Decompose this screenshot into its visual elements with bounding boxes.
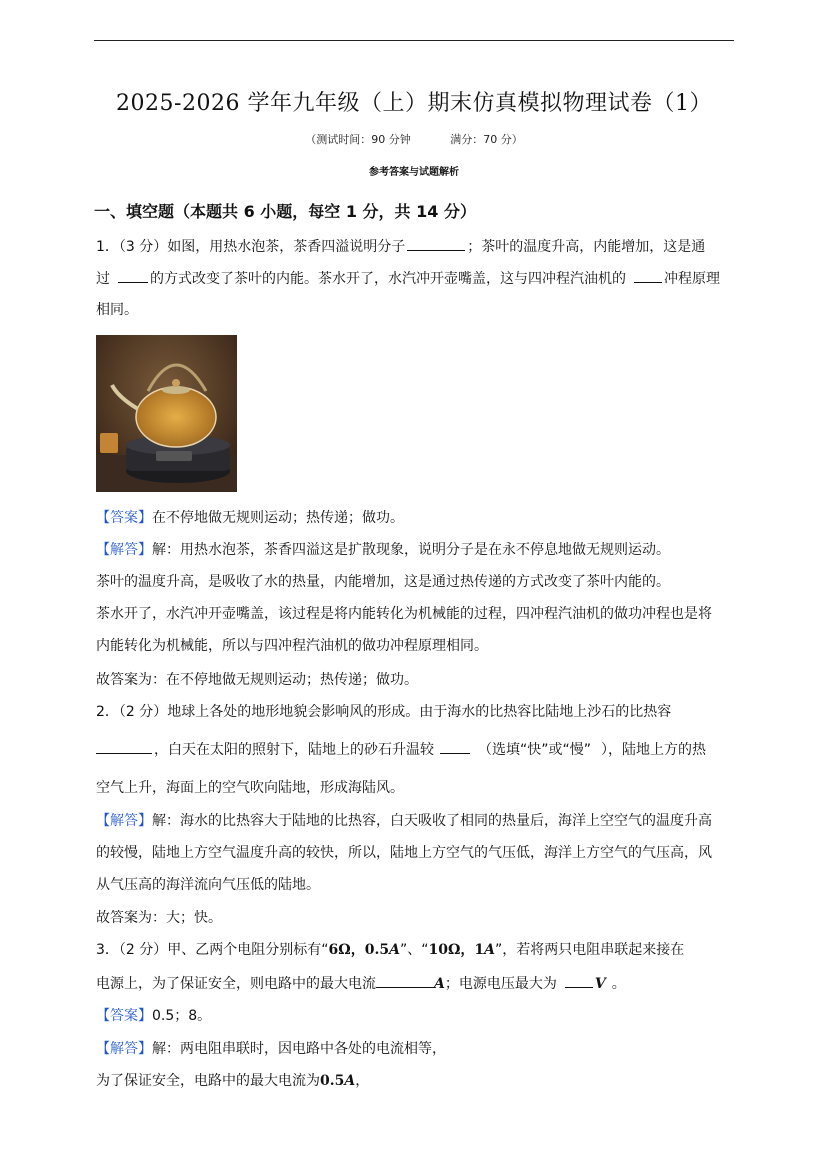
q1-analysis-1: 【解答】解：用热水泡茶，茶香四溢这是扩散现象，说明分子是在永不停息地做无规则运动。	[96, 542, 670, 558]
q2-line2: ，白天在太阳的照射下，陆地上的砂石升温较 （选填“快”或“慢” ），陆地上方的热	[96, 739, 732, 760]
q3-analysis-1: 【解答】解：两电阻串联时，因电路中各处的电流相等，	[96, 1041, 446, 1057]
q3-answer: 【答案】0.5；8。	[96, 1008, 212, 1024]
q2-analysis-1: 【解答】解：海水的比热容大于陆地的比热容，白天吸收了相同的热量后，海洋上空空气的温度升高	[96, 813, 712, 829]
teapot-photo	[96, 335, 237, 492]
q2-final: 故答案为：大；快。	[96, 910, 222, 926]
q2-line1: 2．（2 分）地球上各处的地形地貌会影响风的形成。由于海水的比热容比陆地上沙石的比热容	[96, 704, 672, 720]
answer-blank	[118, 268, 148, 283]
q1-line2: 过 的方式改变了茶叶的内能。茶水开了，水汽冲开壶嘴盖，这与四冲程汽油机的 冲程原理	[96, 268, 732, 289]
q1-answer: 【答案】在不停地做无规则运动；热传递；做功。	[96, 510, 404, 526]
q3-line1: 3．（2 分）甲、乙两个电阻分别标有“6Ω，0.5A”、“10Ω，1A”，若将两只电阻串联起来接在	[96, 942, 685, 958]
q3-analysis-2: 为了保证安全，电路中的最大电流为0.5A，	[96, 1073, 370, 1089]
q1-analysis-4: 内能转化为机械能，所以与四冲程汽油机的做功冲程原理相同。	[96, 638, 488, 654]
q2-analysis-3: 从气压高的海洋流向气压低的陆地。	[96, 877, 320, 893]
exam-subtitle: 参考答案与试题解析	[369, 167, 459, 178]
answer-blank	[376, 973, 434, 988]
header-rule	[94, 40, 734, 41]
exam-score: 满分：70 分）	[450, 133, 523, 146]
exam-title: 2025-2026 学年九年级（上）期末仿真模拟物理试卷（1）	[116, 91, 712, 116]
q1-line1: 1．（3 分）如图，用热水泡茶，茶香四溢说明分子 ；茶叶的温度升高，内能增加，这是通	[96, 236, 732, 257]
q3-line2: 电源上，为了保证安全，则电路中的最大电流 A；电源电压最大为 V 。	[96, 973, 732, 994]
q1-analysis-2: 茶叶的温度升高，是吸收了水的热量，内能增加，这是通过热传递的方式改变了茶叶内能的。	[96, 574, 670, 590]
section-heading: 一、填空题（本题共 6 小题，每空 1 分，共 14 分）	[94, 202, 476, 221]
q1-analysis-3: 茶水开了，水汽冲开壶嘴盖，该过程是将内能转化为机械能的过程，四冲程汽油机的做功冲程也是将	[96, 606, 712, 622]
exam-time: （测试时间：90 分钟	[305, 133, 411, 146]
answer-blank	[407, 236, 465, 251]
exam-meta	[94, 131, 734, 147]
answer-blank	[634, 268, 662, 283]
q1-final: 故答案为：在不停地做无规则运动；热传递；做功。	[96, 672, 418, 688]
q2-analysis-2: 的较慢，陆地上方空气温度升高的较快，所以，陆地上方空气的气压低，海洋上方空气的气压高，风	[96, 845, 712, 861]
answer-blank	[96, 739, 152, 754]
q2-line3: 空气上升，海面上的空气吹向陆地，形成海陆风。	[96, 780, 404, 796]
q1-line3: 相同。	[96, 302, 138, 318]
answer-blank	[565, 973, 593, 988]
answer-blank	[440, 739, 470, 754]
